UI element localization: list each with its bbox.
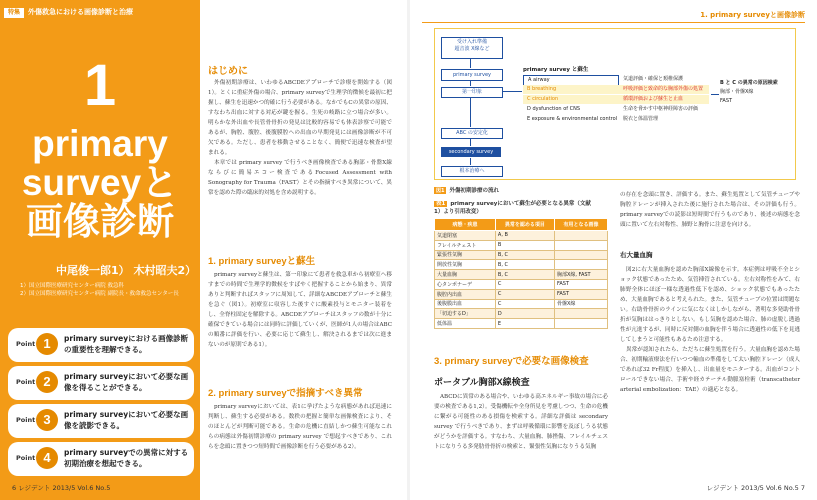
- abc-row: [523, 105, 709, 114]
- abc-row: [523, 95, 709, 104]
- table-cell: 腹腔内出血: [435, 289, 496, 299]
- subsection-heading: 右大量血胸: [620, 251, 653, 259]
- table-cell: 開放性気胸: [435, 260, 496, 270]
- abc-row: [523, 115, 709, 124]
- table-cell: [554, 231, 607, 241]
- flow-box-definitive: 根本治療へ: [441, 166, 503, 177]
- point-card: [8, 404, 194, 438]
- table-row: [435, 240, 608, 250]
- flow-connector: [502, 91, 522, 92]
- table-row: [435, 250, 608, 260]
- header-bar: [0, 0, 200, 24]
- table-cell: B, C: [495, 260, 554, 270]
- table-title-text: primary surveyにおいて蘇生が必要となる異常（文献1）より引用改変）: [434, 201, 591, 215]
- paragraph: primary surveyにおいては、表1に挙げたような病態があれば迅速に判断し、蘇生する必要がある。数秩の把握と簡単な画像検査により、そのほとんどが判断可能である。生命の危機に直結しかつ蘇生可能なこれらの病態は外傷初期診療の primary survey で想起すべきであり、これらを念頭に置きつつ短時間で画像診断を行う必要がある2）。: [208, 404, 392, 450]
- abc-desc: 気道評価・確保と頚椎保護: [623, 76, 684, 82]
- table-cell: C: [495, 299, 554, 309]
- flow-box-secondary-survey: secondary survey: [441, 147, 501, 157]
- table-cell: B, C: [495, 270, 554, 280]
- abc-letter: B breathing: [523, 85, 619, 94]
- table-row: [435, 231, 608, 241]
- table-header-row: [435, 219, 608, 231]
- point-text: primary surveyでの異常に対する初期治療を想起できる。: [64, 448, 189, 468]
- point-text: primary surveyにおける画像診断の重要性を理解できる。: [64, 334, 189, 354]
- paragraph: 外傷初期診療は、いわゆるABCDEアプローチで診療を開始する（図1）。とくに重症外傷の場合、primary surveyで生理学的徴候を最初に把握し、蘇生を迅速かつ的確に行う必要がある。なかでもCの異常の原因、すなわち出血に対する対応が鍵を握る。生死の岐路に立つ場合が多い。明らかな外出血や長管骨骨折の発見は比較的容易でも体表診察で可能であるが、胸腔、腹腔、後腹膜腔への出血の早期発見には画像診断が不可欠である。ただし、患者を移動させることなく、簡便で迅速な検査が望まれる。: [208, 80, 392, 156]
- flow-box-primary-survey: primary survey: [441, 69, 503, 81]
- abc-desc: 循環評価および蘇生と止血: [619, 95, 709, 104]
- side-line: 胸部・骨盤X線: [720, 89, 754, 95]
- abc-desc: 脱衣と体温管理: [623, 116, 659, 122]
- point-card: [8, 442, 194, 476]
- table-cell: 「切迫するD」: [435, 309, 496, 319]
- flow-connector: [711, 94, 719, 95]
- table-title: [434, 200, 594, 216]
- table: [434, 218, 608, 329]
- affiliation: 2）国立国際医療研究センター病院 副院長・救命救急センター長: [20, 291, 179, 297]
- table-cell: [554, 250, 607, 260]
- figure-tag: 図1: [436, 188, 445, 194]
- flow-box-text: 超音波 X線など: [454, 46, 490, 52]
- section-heading: 2. primary surveyで指摘すべき異常: [208, 388, 363, 399]
- subsection-heading: ポータブル胸部X線検査: [434, 377, 530, 387]
- table-cell: 緊張性気胸: [435, 250, 496, 260]
- header-rule: [422, 22, 805, 23]
- table-cell: 後腹膜出血: [435, 299, 496, 309]
- flow-box-first-impression: 第一印象: [441, 87, 503, 98]
- table-cell: FAST: [554, 289, 607, 299]
- series-title: 外傷救急における画像診断と治療: [28, 8, 133, 16]
- point-number: 1: [36, 333, 58, 355]
- flow-box-abc-stable: ABC の安定化: [441, 128, 503, 139]
- chapter-title-line: 画像診断: [26, 201, 174, 242]
- chapter-title: [0, 124, 200, 241]
- abc-letter: C circulation: [523, 95, 619, 104]
- point-label: Point: [16, 454, 36, 462]
- table-cell: C: [495, 289, 554, 299]
- table-cell: FAST: [554, 279, 607, 289]
- paragraph: 本章では primary survey で行うべき画像検査である胸部・骨盤X線ならびに簡易エコー検査であるFocused Assessment with Sonography for Trauma（FAST）とその指摘すべき異常について、異常を認めた際の臨床的対処を含め説明する。: [208, 160, 392, 196]
- point-number: 2: [36, 371, 58, 393]
- table-cell: フレイルチェスト: [435, 240, 496, 250]
- table-cell: B: [495, 240, 554, 250]
- table-cell: 骨盤X線: [554, 299, 607, 309]
- point-text: primary surveyにおいて必要な画像を読影できる。: [64, 410, 189, 430]
- body-text: [208, 78, 392, 198]
- section-heading: はじめに: [208, 66, 248, 77]
- point-number: 4: [36, 447, 58, 469]
- table-row: [435, 289, 608, 299]
- table-row: [435, 260, 608, 270]
- abc-row: [523, 85, 709, 94]
- body-text: [208, 402, 392, 452]
- table-row: [435, 279, 608, 289]
- table-cell: 気道閉塞: [435, 231, 496, 241]
- table-row: [435, 309, 608, 319]
- flow-connector: [470, 158, 471, 165]
- table-cell: A, B: [495, 231, 554, 241]
- affiliation: 1）国立国際医療研究センター病院 救急科: [20, 283, 125, 289]
- page-footer: レジデント 2013/5 Vol.6 No.5 7: [706, 484, 805, 492]
- abc-letter: E exposure & environmental control: [527, 116, 618, 122]
- abc-desc: 呼吸評価と致命的な胸部外傷の処置: [619, 85, 709, 94]
- abc-desc: 生命を脅かす中枢神経障害の評価: [623, 106, 699, 112]
- body-text: [620, 190, 800, 230]
- table-header: 異常を認める項目: [495, 219, 554, 231]
- abc-row: [523, 75, 709, 84]
- table-header: 有用となる画像: [554, 219, 607, 231]
- flow-connector: [470, 80, 471, 86]
- table-cell: 大量血胸: [435, 270, 496, 280]
- figure-flowchart: [434, 28, 796, 180]
- table-cell: C: [495, 279, 554, 289]
- table-row: [435, 319, 608, 329]
- table-cell: 低体温: [435, 319, 496, 329]
- point-card: [8, 328, 194, 362]
- table-tag: 表1: [436, 201, 446, 207]
- chapter-title-line: surveyと: [21, 162, 179, 203]
- table-cell: [554, 240, 607, 250]
- flow-box-text: 受け入れ準備: [456, 39, 487, 45]
- right-page: [410, 0, 817, 500]
- feature-tag: 特集: [4, 8, 24, 18]
- figure-caption: [434, 186, 499, 194]
- table-cell: E: [495, 319, 554, 329]
- page-footer: 6 レジデント 2013/5 Vol.6 No.5: [12, 484, 111, 492]
- side-line: FAST: [720, 98, 733, 104]
- table-cell: [554, 260, 607, 270]
- table-cell: 胸部X線, FAST: [554, 270, 607, 280]
- body-text: [620, 265, 800, 395]
- table-cell: [554, 309, 607, 319]
- section-heading: 3. primary surveyで必要な画像検査: [434, 356, 589, 367]
- abc-heading: primary survey と蘇生: [523, 67, 589, 73]
- paragraph: の存在を念頭に置き、評価する。また、蘇生処置として気管チューブや胸腔ドレーンが挿入された後に施行された場合は、その評価も行う。primary surveyでの読影は短時間で行うものであり、後述の病態を念頭に置いて左右対称性、肺野と胸骨に注意を向ける。: [620, 192, 800, 228]
- table-cell: [554, 319, 607, 329]
- body-text: [208, 270, 392, 350]
- point-label: Point: [16, 378, 36, 386]
- flow-box-arrival: [441, 37, 503, 59]
- figure-caption-text: 外傷初期診療の流れ: [449, 188, 499, 194]
- flow-connector: [470, 58, 471, 68]
- point-label: Point: [16, 340, 36, 348]
- running-title: 1. primary surveyと画像診断: [700, 11, 805, 19]
- side-title: B と C の異常の原因検索: [720, 80, 778, 86]
- table-cell: D: [495, 309, 554, 319]
- section-heading: 1. primary surveyと蘇生: [208, 256, 316, 267]
- body-text: [434, 392, 608, 452]
- paragraph: 異常が認知されたら、ただちに蘇生処置を行う。大量血胸を認めた場合、初期輸液療法を行いつつ輸血の準備をして太い胸腔ドレーン（成人であれば32 Fr程度）を挿入し、出血量をモニターする。出血がコントロールできない場合、手術や経カテーテル動脈塞栓術（transcatheter arterial embolization：TAE）の適応となる。: [620, 347, 800, 393]
- paragraph: ABCDに異常のある場合や、いわゆる高エネルギー事故の場合に必要の検査である1,2）。受傷機転や全身所見を考慮しつつ、生命の危機に繋がる可能性のある損傷を検索する。詳細な評価は secondary survey で行うべきであり、まずは呼吸循環に影響を及ぼしうる状態がどうかを評価する。すなわち、大量血胸、肺挫傷、フレイルチェストになりうる多発肋骨骨折の検索と、緊張性気胸になりうる気胸: [434, 394, 608, 450]
- abc-letter: D dysfunction of CNS: [527, 106, 581, 112]
- paragraph: 図2に右大量血胸を認めた胸部X線像を示す。本症例は呼吸不全とショック状態であったため、気管挿管されている。左右対称性をみて、右肺野全体にほぼ一様な透過性低下を認め、ショック状態でもあったため、大量血胸であると考えられた。また、気管チューブの位置は問題ない。右助骨骨折のラインに気になくはしかしながら、著明な多発助骨骨折が気胸ははっきりとしない。もし気胸を認めた場合、肺の虚脱し透過性が亢進するが、同時に反対側の血胸を伴う場合に透過性の低下を見逃してしまうと可能性もあるため注意する。: [620, 267, 800, 343]
- flow-connector: [470, 138, 471, 146]
- authors: 中尾俊一郎1） 木村昭夫2）: [56, 264, 197, 277]
- paragraph: primary surveyと蘇生は、第一印象にて患者を救急車から初療室へ移すまでの時間で生理学的徴候をすばやく把握することから始まり、異常ありと判断すればスタッフに周知して、詳細なABCDEアプローチと蘇生を急ぐ（図1）。初療室に収容した後すぐに酸素投与とモニター装着をし、全脊柱固定を解除する。ABCDEアプローチはスタッフの数が十分に確保できている場合には同時に評価していくが、医師が1人の場合はABCの順番に評価を行い、必要に応じて蘇生し、解決されるまでは次に進まないのが原則である1）。: [208, 272, 392, 348]
- left-page: [0, 0, 407, 500]
- point-number: 3: [36, 409, 58, 431]
- point-text: primary surveyにおいて必要な画像を得ることができる。: [64, 372, 189, 392]
- point-card: [8, 366, 194, 400]
- table-row: [435, 299, 608, 309]
- chapter-title-line: primary: [32, 123, 168, 164]
- flow-connector: [470, 97, 471, 127]
- side-box: [720, 79, 790, 113]
- table-cell: B, C: [495, 250, 554, 260]
- table-row: [435, 270, 608, 280]
- point-label: Point: [16, 416, 36, 424]
- table-header: 病態・疾患: [435, 219, 496, 231]
- table-cell: 心タンポナーデ: [435, 279, 496, 289]
- abc-letter: A airway: [523, 75, 619, 86]
- chapter-number: 1: [83, 53, 117, 118]
